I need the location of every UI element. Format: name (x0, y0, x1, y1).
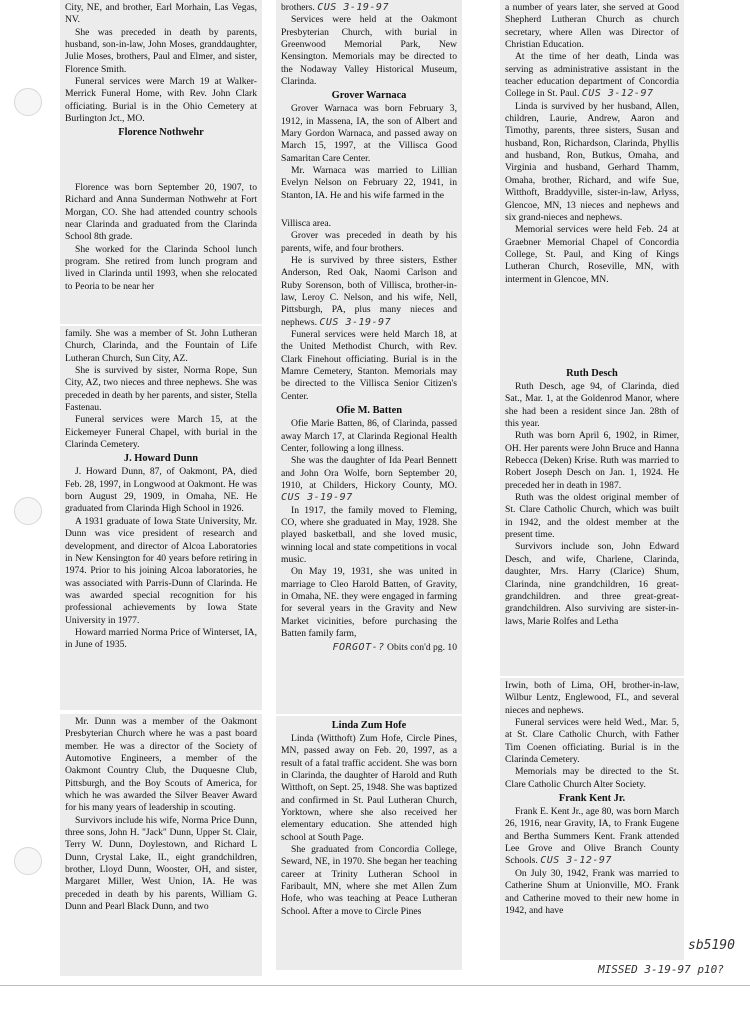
paragraph: Grover Warnaca was born February 3, 1912, in Massena, IA, the son of Albert and Mary Gordon Warnaca, and passed away on March 15, 1997, at the Villisca Good Samaritan Care Center. (281, 103, 457, 164)
clipping-desch-cont-kent (500, 678, 684, 960)
obituary-heading: Grover Warnaca (331, 90, 407, 102)
handwritten-id: sb5190 (688, 938, 735, 953)
clipping-nothwehr-cont (60, 326, 262, 710)
paragraph: J. Howard Dunn, 87, of Oakmont, PA, died Feb. 28, 1997, in Longwood at Oakmont. He was born August 29, 1909, in Omaha, NE. He graduated from Clarinda High School in 1926. (65, 466, 257, 515)
obituary-heading: J. Howard Dunn (123, 453, 199, 465)
clipping-nothwehr (60, 138, 262, 324)
paragraph: At the time of her death, Linda was serving as administrative assistant in the teacher education department of Concordia College in St. Paul. CUS 3-12-97 (505, 51, 679, 100)
paragraph: Florence was born September 20, 1907, to Richard and Anna Sunderman Nothwehr at Fort Morgan, CO. She had attended country schools near Clarinda and graduated from the Clarinda School 8th grade. (65, 182, 257, 243)
paragraph: On May 19, 1931, she was united in marriage to Cleo Harold Batten, of Gravity, in Omaha, NE. they were engaged in farming for several years in the Gravity and New Market vicinities, before purchasing the Batten family farm, (281, 566, 457, 639)
obituary-heading: Linda Zum Hofe (331, 720, 407, 731)
paragraph: She was the daughter of Ida Pearl Bennett and John Ora Wolfe, born September 20, 1910, at Childers, Hickory County, MO. CUS 3-19-97 (281, 455, 457, 504)
paragraph: City, NE, and brother, Earl Morhain, Las Vegas, NV. (65, 2, 257, 26)
paragraph: She graduated from Concordia College, Seward, NE, in 1970. She began her teaching career at Trinity Lutheran School in Faribault, MN, where she met Allen Zum Hofe, who was teaching at Peace Lutheran School. After a move to Circle Pines (281, 844, 457, 917)
paragraph: Mr. Dunn was a member of the Oakmont Presbyterian Church where he was a past board member. He was a director of the Society of Automotive Engineers, a member of the Oakmont Country Club, the Duquesne Club, Pittsburgh, and the Boy Scouts of America, for which he was awarded the Silver Beaver Award for his many years of leadership in scouting. (65, 716, 257, 814)
clipping-zum-hofe-cont (500, 0, 684, 364)
binder-hole-top (14, 88, 42, 116)
obituary-heading: Frank Kent Jr. (558, 793, 626, 805)
paragraph: Frank E. Kent Jr., age 80, was born March 26, 1916, near Gravity, IA, to Frank Eugene and Bertha Summers Kent. Frank attended Lee Grove and Olive Branch County Schools. CUS 3-12-97 (505, 806, 679, 867)
handwritten-date: CUS 3-12-97 (540, 855, 612, 867)
paragraph: Mr. Warnaca was married to Lillian Evelyn Nelson on February 22, 1941, in Stanton, IA. He and his wife farmed in the (281, 165, 457, 201)
binder-hole-middle (14, 497, 42, 525)
paragraph: In 1917, the family moved to Fleming, CO, where she graduated in May, 1928. She played basketball, and she loved music, winning local and state competitions in vocal music. (281, 504, 457, 565)
handwritten-date: CUS 3-19-97 (319, 316, 392, 328)
binder-hole-bottom (14, 847, 42, 875)
paragraph: Linda is survived by her husband, Allen, children, Laurie, Andrew, Aaron and Timothy, parents, three sisters, Susan and husband, Ron, Richardson, Clarinda, Phyllis and husband, Ron, Butkus, Omaha, and Virginia and husband, Gerhard Thamm, Omaha, brother, Richard, and wife Sue, Witthoft, Braddyville, sister-in-law, Arlyss, Glencoe, MN, 13 nieces and nephews and six grand-nieces and nephews. (505, 100, 679, 223)
paragraph: Ruth was born April 6, 1902, in Rimer, OH. Her parents were John Bruce and Hanna Rebecca (Deken) Krise. Ruth was married to Robert Joseph Desch on Jan. 1, 1924. He preceded her in death in 1987. (505, 430, 679, 491)
continued-note: FORGOT-? Obits con'd pg. 10 (332, 642, 457, 654)
obituary-heading: Ofie M. Batten (335, 405, 403, 417)
paragraph: Funeral services were March 19 at Walker-Merrick Funeral Home, with Rev. John Clark officiating. Burial is in the Ohio Cemetery at Burlington Jct., MO. (65, 76, 257, 125)
handwritten-note: FORGOT-? (332, 642, 385, 654)
paragraph: Funeral services were March 15, at the Eickemeyer Funeral Chapel, with burial in the Clarinda Cemetery. (65, 414, 257, 451)
paragraph: He is survived by three sisters, Esther Anderson, Red Oak, Naomi Carlson and Ruby Sorenson, both of Villisca, brother-in-law, Leroy C. Nelson, and his wife, Nell, Pittsburgh, PA, plus many nieces and nephews. CUS 3-19-97 (281, 255, 457, 328)
clipping-warnaca-cont (276, 216, 462, 714)
obituary-heading: Ruth Desch (566, 368, 618, 379)
page-edge-line (0, 985, 750, 986)
handwritten-date: CUS 3-19-97 (317, 2, 389, 13)
paragraph: Funeral services were held Wed., Mar. 5, at St. Clare Catholic Church, with Father Tim Coenen officiating. Burial is in the Clarinda Cemetery. (505, 717, 679, 766)
clipping-desch (500, 364, 684, 676)
paragraph: Ofie Marie Batten, 86, of Clarinda, passed away March 17, at Clarinda Regional Health Center, following a long illness. (281, 418, 457, 454)
paragraph: On July 30, 1942, Frank was married to Catherine Shum at Unionville, MO. Frank and Catherine moved to their new home in 1942, and have (505, 867, 679, 916)
paragraph: Services were held at the Oakmont Presbyterian Church, with burial in Greenwood Memorial Park, New Kensington. Memorials may be directed to the Nodaway Valley Historical Museum, Clarinda. (281, 14, 457, 88)
obituary-heading: Florence Nothwehr (118, 127, 204, 139)
handwritten-date: CUS 3-19-97 (281, 492, 353, 504)
paragraph: She is survived by sister, Norma Rope, Sun City, AZ, two nieces and three nephews. She was preceded in death by her parents, and sister, Stella Fastenau. (65, 365, 257, 414)
paragraph: Howard married Norma Price of Winterset, IA, in June of 1935. (65, 626, 257, 651)
paragraph: a number of years later, she served at Good Shepherd Lutheran Church as church secretary, where Allen was Director of Christian Education. (505, 2, 679, 51)
handwritten-missed-note: MISSED 3-19-97 p10? (598, 963, 724, 976)
paragraph: Linda (Witthoft) Zum Hofe, Circle Pines, MN, passed away on Feb. 20, 1997, as a result of a fatal traffic accident. She was born in Clarinda, the daughter of Harold and Ruth Witthoft, on Sept. 25, 1948. She was baptized and confirmed in St. Paul Lutheran Church, Yorktown, where she also received her elementary education. She attended high school at South Page. (281, 733, 457, 843)
handwritten-date: CUS 3-12-97 (581, 88, 654, 100)
paragraph: She was preceded in death by parents, husband, son-in-law, John Moses, granddaughter, Julie Moses, brothers, Paul and Elmer, and sister, Florence Smith. (65, 26, 257, 75)
paragraph: brothers. CUS 3-19-97 (281, 2, 389, 13)
paragraph: Survivors include his wife, Norma Price Dunn, three sons, John H. "Jack" Dunn, Upper St. Clair, Terry W. Dunn, Doylestown, and Richard L Dunn, Crystal Lake, IL, eight grandchildren, brother, Lloyd Dunn, Wooster, OH, and sister, Margaret Miller, West Union, IA. He was preceded in death by his parents, William G. Dunn and Pearl Black Dunn, and two (65, 814, 257, 913)
paragraph: Villisca area. (281, 218, 332, 229)
paragraph: Funeral services were held March 18, at the United Methodist Church, with Rev. Clark Finehout officiating. Burial is in the Mamre Cemetery, Stanton. Memorials may be directed to the Villisca Senior Citizen's Center. (281, 329, 457, 402)
clipping-zum-hofe (276, 716, 462, 970)
paragraph: Grover was preceded in death by his parents, wife, and four brothers. (281, 230, 457, 254)
paragraph: Memorials may be directed to the St. Clare Catholic Church Alter Society. (505, 766, 679, 790)
paragraph: A 1931 graduate of Iowa State University, Mr. Dunn was vice president of research and development, and director of Alcoa Laboratories in New Kensington for 40 years before retiring in 1974. Prior to his joining Alcoa laboratories, he was associated with Parris-Dunn of Clarinda. He was awarded special recognition for his professional achievements by Iowa State University in 1977. (65, 515, 257, 626)
paragraph: Ruth was the oldest original member of St. Clare Catholic Church, which was built in 1942, and the oldest member at the present time. (505, 492, 679, 541)
clipping-morhain-end (60, 0, 262, 138)
paragraph: family. She was a member of St. John Lutheran Church, Clarinda, and the Fountain of Life Lutheran Church, Sun City, AZ. (65, 328, 257, 364)
clipping-dunn-end-warnaca (276, 0, 462, 216)
paragraph: Ruth Desch, age 94, of Clarinda, died Sat., Mar. 1, at the Goldenrod Manor, where she had been a resident since Jan. 28th of this year. (505, 381, 679, 430)
paragraph: Memorial services were held Feb. 24 at Graebner Memorial Chapel of Concordia College, St. Paul, and King of Kings Lutheran Church, Roseville, MN, with interment in Glencoe, MN. (505, 224, 679, 285)
paragraph: She worked for the Clarinda School lunch program. She retired from lunch program and lived in Clarinda until 1993, when she relocated to Peoria to be near her (65, 243, 257, 292)
clipping-dunn-cont (60, 714, 262, 976)
paragraph: Survivors include son, John Edward Desch, and wife, Charlene, Clarinda, daughter, Mrs. Harry (Clarice) Shum, Clarinda, nine grandchildren, 16 great-grandchildren. and three great-great-grandchildren. Also surviving are sister-in-laws, Marie Rolfes and Letha (505, 541, 679, 627)
paragraph: Irwin, both of Lima, OH, brother-in-law, Wilbur Lentz, Englewood, FL, and several nieces and nephews. (505, 680, 679, 716)
